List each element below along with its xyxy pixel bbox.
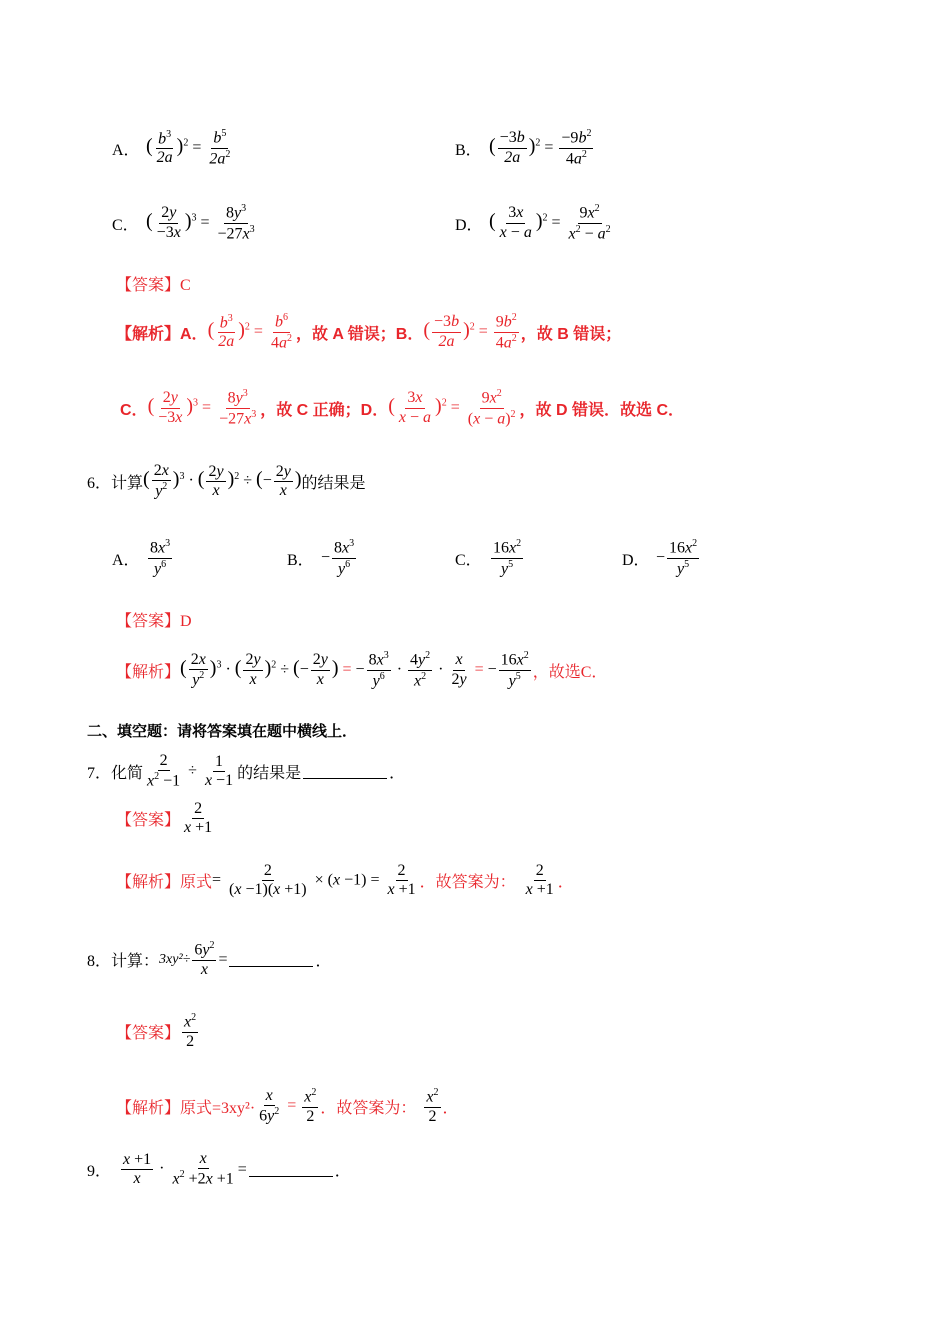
q8-blank[interactable] [229,952,313,967]
q7-blank[interactable] [303,764,387,779]
q5-option-a-formula: ( $\frac{b^3}{2a}$ )$^2$ = $\frac{b^5}{2a^2}$ [146,128,231,168]
q5-option-c: C． ( $\frac{2y}{-3x}$ )$^3$ = $\frac{8y^3}{-27x^3}$ [112,203,259,243]
q6-option-a: A． $\frac{8x^3}{y^6}$ [112,538,171,578]
q5-answer: 【答案】C [116,277,191,294]
q5-option-b: B． ( $\frac{-3b}{2a}$ )$^2$ = $\frac{-9b^2}{4a^2}$ [455,128,595,168]
q6-option-c: C． $\frac{16x^2}{y^5}$ [455,538,522,578]
q6-stem: 6．计算 ( $\frac{2x}{y^2}$ )$^3$ · ( $\frac{2y}{x}$ )$^2$ ÷ (− $\frac{2y}{x}$ ) 的结果是 [87,462,366,500]
q6-option-b: B． − $\frac{8x^3}{y^6}$ [287,538,355,578]
q5-analysis-line2: C． ( $\frac{2y}{-3x}$ )$^3$ = $\frac{8y^3}{-27x^3}$ ，故 C 正确；D． ( $\frac{3x}{x - a}$ )$^2$ = $\frac{9x^2}{(x - a)^2}$ ，故 D 错误．故选 C． [120,388,684,428]
q5-option-d: D． ( $\frac{3x}{x - a}$ )$^2$ = $\frac{9x^2}{x^2 - a^2}$ [455,203,615,243]
q7-analysis: 【解析】原式 = $\frac{2}{(x -1)(x +1)}$ × (x −1) = $\frac{2}{x +1}$ ．故答案为： $\frac{2}{x +1}$ ． [116,862,574,899]
q8-answer: 【答案】 $\frac{x^2}{2}$ [116,1012,197,1050]
section-title-fill-in: 二、填空题：请将答案填在题中横线上． [87,722,358,740]
q9-stem: 9． $\frac{x +1}{x}$ · $\frac{x}{x^2 +2x +1}$ = ． [87,1150,351,1188]
q8-stem: 8．计算： 3xy²÷ $\frac{6y^2}{x}$ = ． [87,940,332,978]
q9-blank[interactable] [249,1162,333,1177]
q5-option-c-formula: ( $\frac{2y}{-3x}$ )$^3$ = $\frac{8y^3}{-27x^3}$ [146,203,255,243]
q6-option-d: D． − $\frac{16x^2}{y^5}$ [622,538,698,578]
q8-analysis: 【解析】原式=3xy²· $\frac{x}{6y^2}$ = $\frac{x^2}{2}$ ．故答案为： $\frac{x^2}{2}$ ． [116,1087,459,1125]
q7-answer: 【答案】 $\frac{2}{x +1}$ [116,800,213,837]
q5-option-d-formula: ( $\frac{3x}{x - a}$ )$^2$ = $\frac{9x^2}{x^2 - a^2}$ [489,203,611,243]
q5-option-b-formula: ( $\frac{-3b}{2a}$ )$^2$ = $\frac{-9b^2}{4a^2}$ [489,128,592,168]
q6-analysis: 【解析】 ( $\frac{2x}{y^2}$ )$^3$ · ( $\frac{2y}{x}$ )$^2$ ÷ (− $\frac{2y}{x}$ ) = − $\frac{8x^3}{y^6}$ · $\frac{4y^2}{x^2}$ · $\frac{x}{2y}$ = − $\frac{16x^2}{y^5}$ ，故选C． [116,650,608,690]
q6-answer: 【答案】D [116,613,192,630]
q5-option-a: A． ( $\frac{b^3}{2a}$ )$^2$ = $\frac{b^5}{2a^2}$ [112,128,234,168]
q7-stem: 7．化简 $\frac{2}{x^2 -1}$ ÷ $\frac{1}{x -1}$ 的结果是 ． [87,752,406,790]
q5-analysis-line1: 【解析】A． ( $\frac{b^3}{2a}$ )$^2$ = $\frac{b^6}{4a^2}$ ，故 A 错误；B． ( $\frac{-3b}{2a}$ )$^2$ = $\frac{9b^2}{4a^2}$ ，故 B 错误； [116,312,622,352]
